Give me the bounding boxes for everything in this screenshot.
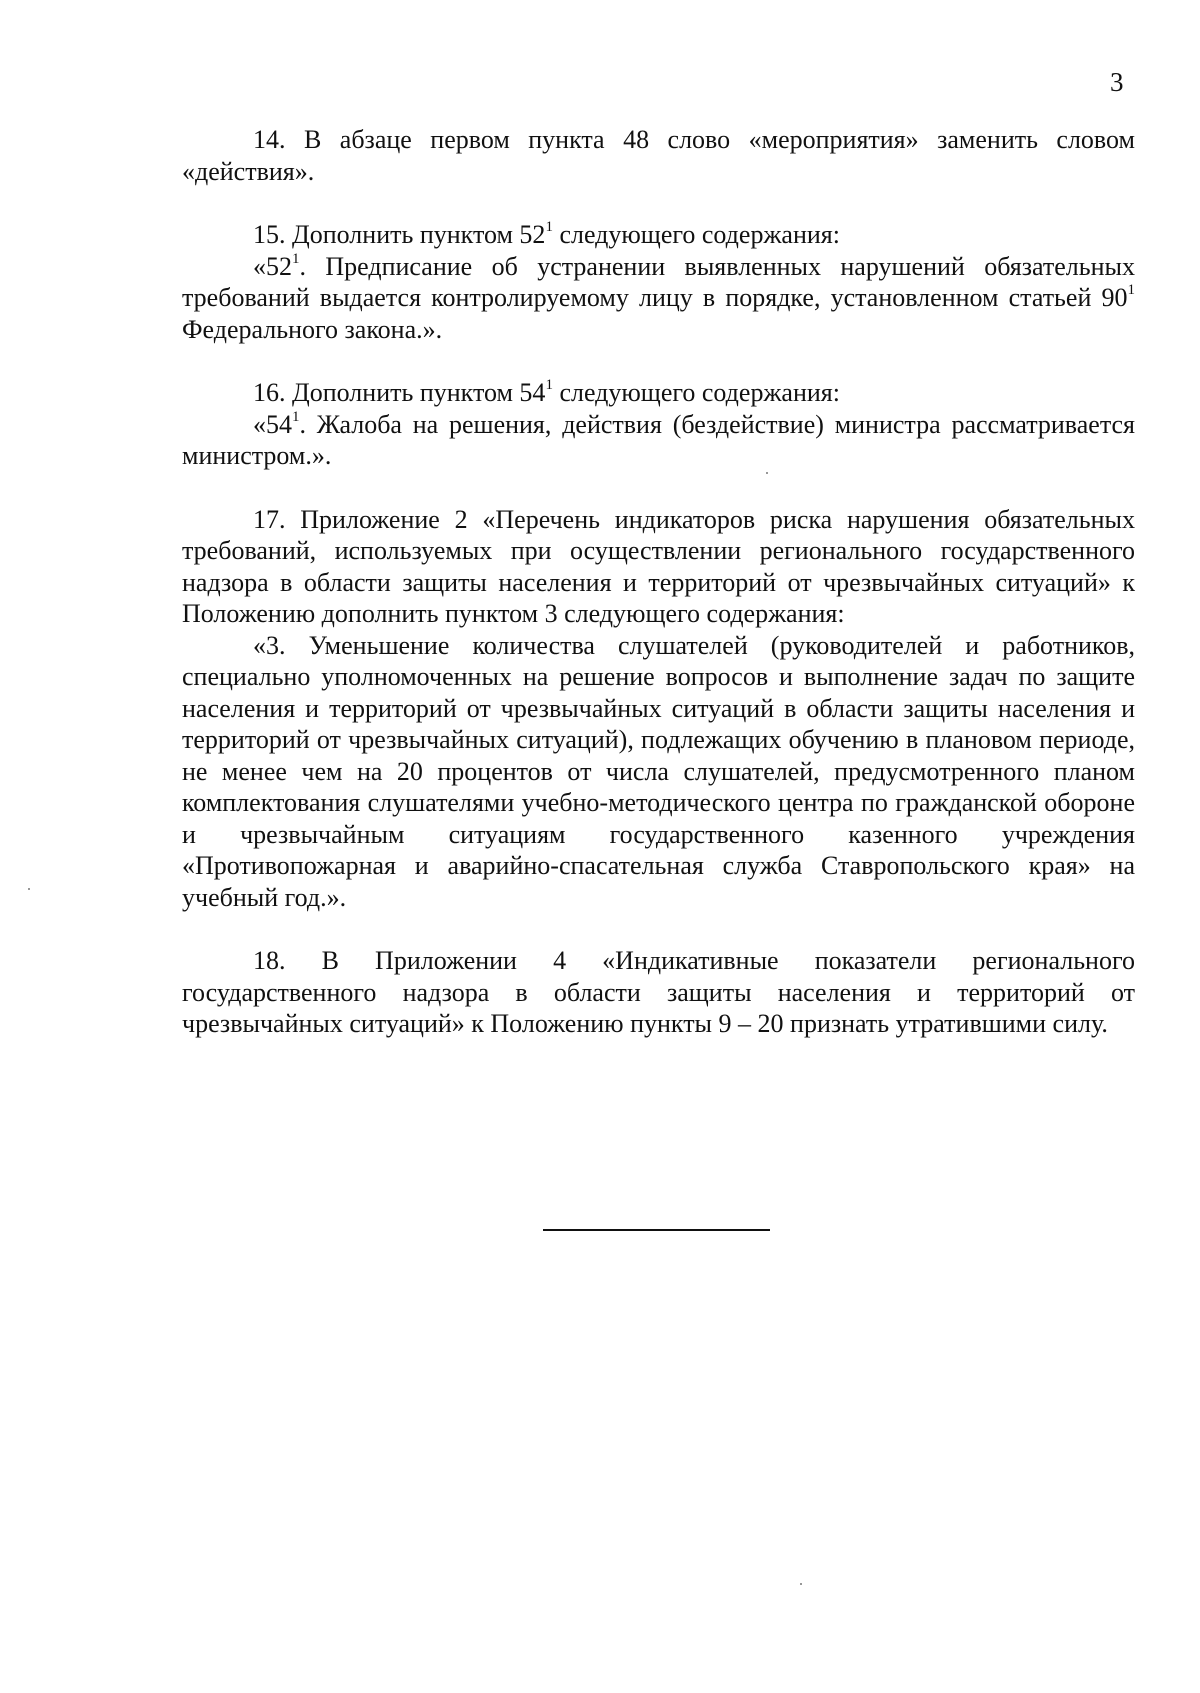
superscript: 1 xyxy=(1127,282,1135,299)
superscript: 1 xyxy=(545,377,553,394)
item-16-quote-start: «54 xyxy=(253,409,292,439)
scan-speck xyxy=(28,888,30,890)
superscript: 1 xyxy=(545,219,553,236)
item-17-intro: 17. Приложение 2 «Перечень индикаторов риска нарушения обязательных требований, используемых при осуществлении регионального государственного надзора в области защиты населения и территорий от чрезвычайных ситуаций» к Положению дополнить пунктом 3 следующего содержания: xyxy=(182,504,1135,628)
item-16-intro-end: следующего содержания: xyxy=(552,378,840,407)
item-15-quote xyxy=(182,251,1135,346)
item-16-quote xyxy=(182,409,1135,472)
scan-speck xyxy=(800,1583,802,1585)
item-15-intro-start: 15. Дополнить пунктом 52 xyxy=(253,220,546,249)
item-14 xyxy=(182,124,1135,187)
item-16-intro xyxy=(182,377,1135,409)
item-15 xyxy=(182,219,1135,345)
item-17 xyxy=(182,504,1135,914)
document-body xyxy=(182,124,1135,1072)
item-15-intro xyxy=(182,219,1135,251)
item-16-intro-start: 16. Дополнить пунктом 54 xyxy=(253,378,546,407)
item-15-quote-end: Федерального закона.». xyxy=(182,314,443,344)
item-14-text: 14. В абзаце первом пункта 48 слово «мероприятия» заменить словом «действия». xyxy=(182,125,1135,186)
superscript: 1 xyxy=(292,408,300,425)
scan-speck xyxy=(766,472,768,474)
item-16-quote-end: . Жалоба на решения, действия (бездействие) министра рассматривается министром.». xyxy=(182,409,1135,470)
item-17-quote: «3. Уменьшение количества слушателей (руководителей и работников, специально уполномоченных на решение вопросов и выполнение задач по защите населения и территорий от чрезвычайных ситуаций в области защиты населения и территорий от чрезвычайных ситуаций), подлежащих обучению в плановом периоде, не менее чем на 20 процентов от числа слушателей, предусмотренного планом комплектования слушателями учебно-методического центра по гражданской обороне и чрезвычайным ситуациям государственного казенного учреждения «Противопожарная и аварийно-спасательная служба Ставропольского края» на учебный год.». xyxy=(182,630,1135,912)
item-15-quote-middle: . Предписание об устранении выявленных нарушений обязательных требований выдается контролируемому лицу в порядке, установленном статьей 90 xyxy=(182,251,1135,312)
superscript: 1 xyxy=(292,250,300,267)
item-18 xyxy=(182,945,1135,1040)
item-18-text: 18. В Приложении 4 «Индикативные показатели регионального государственного надзора в области защиты населения и территорий от чрезвычайных ситуаций» к Положению пункты 9 – 20 признать утратившими силу. xyxy=(182,946,1135,1038)
page-number: 3 xyxy=(1110,67,1124,97)
item-16 xyxy=(182,377,1135,472)
item-15-intro-end: следующего содержания: xyxy=(552,220,840,249)
item-15-quote-start: «52 xyxy=(253,251,292,281)
end-of-document-rule xyxy=(543,1229,770,1231)
